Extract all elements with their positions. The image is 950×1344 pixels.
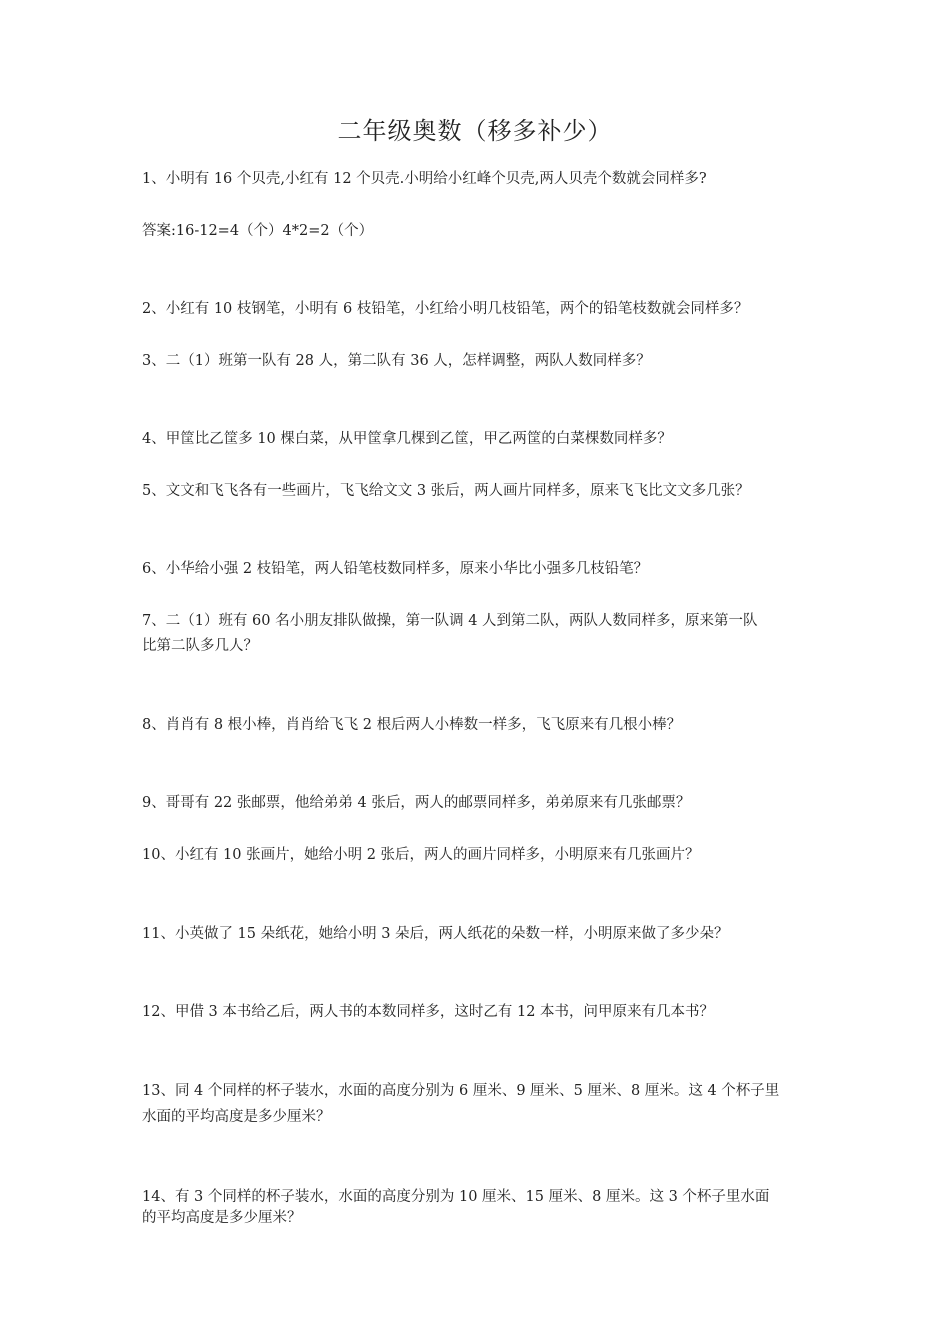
question-13-line-1: 13、同 4 个同样的杯子装水，水面的高度分别为 6 厘米、9 厘米、5 厘米、8 厘米。这 4 个杯子里 [142,1083,780,1099]
question-6: 6、小华给小强 2 枝铅笔，两人铅笔枝数同样多，原来小华比小强多几枝铅笔？ [142,561,649,577]
question-7-line-2: 比第二队多几人？ [142,638,258,654]
answer-1: 答案:16-12=4（个）4*2=2（个） [142,223,374,239]
question-5: 5、文文和飞飞各有一些画片，飞飞给文文 3 张后，两人画片同样多，原来飞飞比文文多几张？ [142,483,750,499]
question-7-line-1: 7、二（1）班有 60 名小朋友排队做操，第一队调 4 人到第二队，两队人数同样多，原来第一队 [142,613,758,629]
question-14-line-1: 14、有 3 个同样的杯子装水，水面的高度分别为 10 厘米、15 厘米、8 厘米。这 3 个杯子里水面 [142,1189,770,1205]
question-9: 9、哥哥有 22 张邮票，他给弟弟 4 张后，两人的邮票同样多，弟弟原来有几张邮票？ [142,795,691,811]
question-11: 11、小英做了 15 朵纸花，她给小明 3 朵后，两人纸花的朵数一样，小明原来做了多少朵？ [142,926,729,942]
question-4: 4、甲筐比乙筐多 10 棵白菜，从甲筐拿几棵到乙筐，甲乙两筐的白菜棵数同样多？ [142,431,672,447]
question-8: 8、肖肖有 8 根小棒，肖肖给飞飞 2 根后两人小棒数一样多，飞飞原来有几根小棒？ [142,717,682,733]
question-1: 1、小明有 16 个贝壳,小红有 12 个贝壳.小明给小红峰个贝壳,两人贝壳个数就会同样多? [142,171,707,187]
question-13-line-2: 水面的平均高度是多少厘米？ [142,1109,331,1125]
question-10: 10、小红有 10 张画片，她给小明 2 张后，两人的画片同样多，小明原来有几张画片？ [142,847,700,863]
question-2: 2、小红有 10 枝钢笔，小明有 6 枝铅笔，小红给小明几枝铅笔，两个的铅笔枝数就会同样多？ [142,301,749,317]
question-3: 3、二（1）班第一队有 28 人，第二队有 36 人，怎样调整，两队人数同样多？ [142,353,651,369]
question-12: 12、甲借 3 本书给乙后，两人书的本数同样多，这时乙有 12 本书，问甲原来有几本书？ [142,1004,715,1020]
question-14-line-2: 的平均高度是多少厘米？ [142,1210,302,1226]
page-title: 二年级奥数（移多补少） [337,117,613,145]
